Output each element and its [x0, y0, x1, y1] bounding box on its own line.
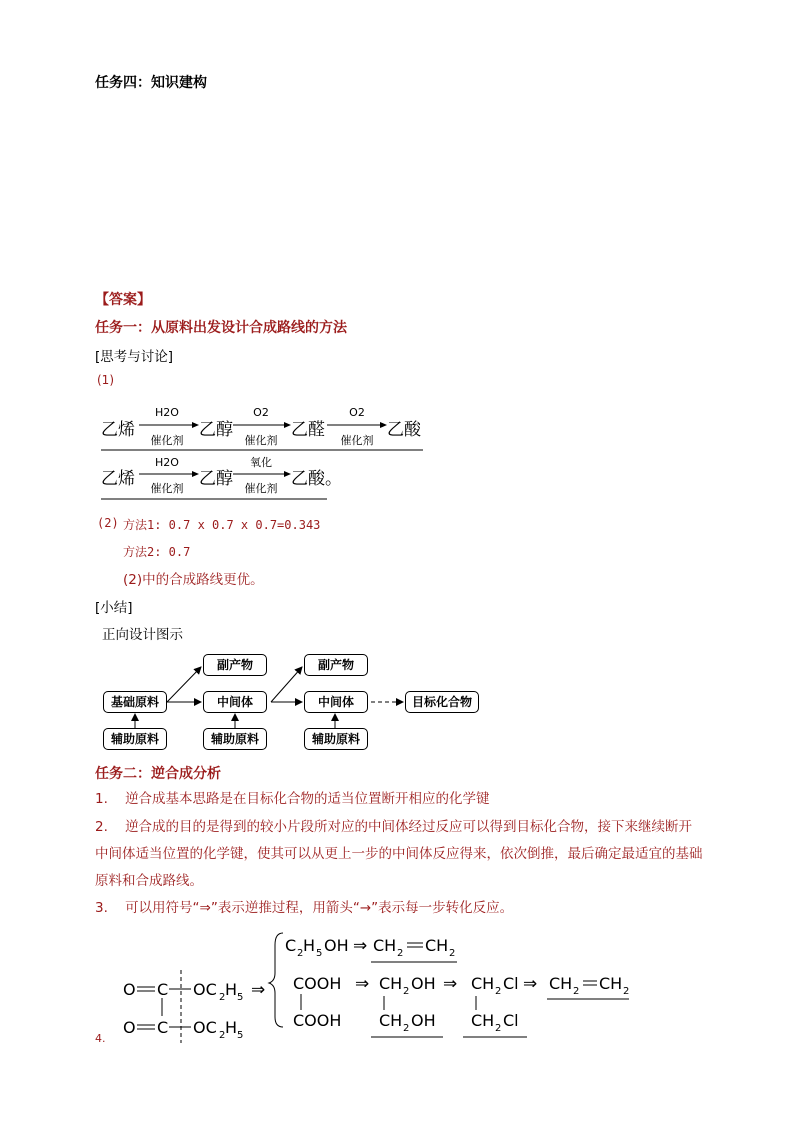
q2-number: (2): [97, 516, 119, 530]
svg-text:CH: CH: [379, 974, 403, 993]
svg-text:OH: OH: [324, 936, 349, 955]
svg-text:⇒: ⇒: [353, 936, 368, 956]
method-1: 方法1: 0.7 x 0.7 x 0.7=0.343: [123, 518, 321, 532]
svg-text:5: 5: [237, 1030, 244, 1041]
svg-text:2: 2: [297, 948, 304, 959]
svg-text:CH: CH: [425, 936, 449, 955]
task1-title: 任务一：从原料出发设计合成路线的方法: [95, 320, 347, 336]
svg-text:O: O: [123, 980, 136, 999]
route2-arrow2-bottom: 催化剂: [244, 482, 278, 495]
route1-arrow2-top: O2: [253, 406, 269, 419]
svg-text:OH: OH: [411, 1011, 436, 1030]
svg-text:2: 2: [449, 948, 456, 959]
route1-ethylene: 乙烯: [101, 420, 135, 440]
flow-byproduct-2: 副产物: [304, 654, 368, 676]
svg-text:2: 2: [495, 1023, 502, 1034]
svg-text:5: 5: [316, 948, 323, 959]
svg-text:OC: OC: [193, 980, 217, 999]
svg-text:5: 5: [237, 992, 244, 1003]
route2-arrow2-top: 氧化: [250, 456, 272, 469]
svg-text:2: 2: [623, 986, 630, 997]
svg-text:H: H: [225, 1018, 238, 1037]
diagram-title: 正向设计图示: [102, 627, 183, 643]
svg-text:H: H: [303, 936, 316, 955]
discussion-label: [思考与讨论]: [95, 349, 174, 365]
svg-text:COOH: COOH: [293, 1011, 342, 1030]
svg-text:C: C: [285, 936, 297, 955]
svg-text:COOH: COOH: [293, 974, 342, 993]
svg-text:2: 2: [219, 992, 226, 1003]
svg-text:CH: CH: [471, 974, 495, 993]
svg-text:2: 2: [219, 1030, 226, 1041]
retrosynthesis-scheme: [95, 925, 655, 1050]
svg-text:2: 2: [403, 986, 410, 997]
item-number: 2.: [95, 819, 108, 835]
flow-base-material: 基础原料: [103, 691, 167, 713]
svg-text:⇒: ⇒: [251, 980, 266, 1000]
item-number: 3.: [95, 900, 108, 916]
task4-title: 任务四：知识建构: [95, 75, 207, 91]
route1-arrow1-bottom: 催化剂: [150, 434, 184, 447]
svg-text:O: O: [123, 1018, 136, 1037]
item-text: 逆合成基本思路是在目标化合物的适当位置断开相应的化学键: [125, 791, 490, 807]
route1-acetaldehyde: 乙醛: [291, 420, 325, 440]
svg-text:CH: CH: [599, 974, 623, 993]
svg-text:⇒: ⇒: [523, 974, 538, 994]
svg-text:C: C: [157, 980, 169, 999]
svg-text:Cl: Cl: [503, 1011, 519, 1030]
item-text: 逆合成的目的是得到的较小片段所对应的中间体经过反应可以得到目标化合物，接下来继续断开中间体适当位置的化学键，使其可以从更上一步的中间体反应得来，依次倒推，最后确定最适宜的基础原料和合成路线。: [95, 819, 703, 889]
item-number: 1.: [95, 791, 108, 807]
svg-text:2: 2: [573, 986, 580, 997]
route2-arrow1-bottom: 催化剂: [150, 482, 184, 495]
method-2: 方法2: 0.7: [123, 545, 191, 559]
svg-text:CH: CH: [379, 1011, 403, 1030]
svg-text:C: C: [157, 1018, 169, 1037]
task2-item-2: [95, 814, 705, 895]
route2-ethanol: 乙醇: [199, 469, 233, 489]
route1-arrow2-bottom: 催化剂: [244, 434, 278, 447]
route2-arrow1-top: H2O: [155, 456, 179, 469]
flow-intermediate-1: 中间体: [203, 691, 267, 713]
svg-text:CH: CH: [471, 1011, 495, 1030]
svg-text:⇒: ⇒: [355, 974, 370, 994]
route1-arrow3-top: O2: [349, 406, 365, 419]
svg-text:2: 2: [403, 1023, 410, 1034]
route2-ethylene: 乙烯: [101, 469, 135, 489]
svg-text:2: 2: [397, 948, 404, 959]
svg-text:2: 2: [495, 986, 502, 997]
task2-item-3: [95, 895, 705, 922]
svg-text:⇒: ⇒: [443, 974, 458, 994]
conclusion: (2)中的合成路线更优。: [123, 572, 264, 588]
svg-text:CH: CH: [373, 936, 397, 955]
flow-target-compound: 目标化合物: [405, 691, 479, 713]
task2-title: 任务二：逆合成分析: [95, 766, 221, 782]
route2-acetic-acid: 乙酸。: [291, 469, 342, 489]
svg-text:Cl: Cl: [503, 974, 519, 993]
route1-ethanol: 乙醇: [199, 420, 233, 440]
task2-item-1: [95, 786, 705, 813]
route1-arrow3-bottom: 催化剂: [340, 434, 374, 447]
item-text: 可以用符号“⇒”表示逆推过程，用箭头“→”表示每一步转化反应。: [125, 900, 514, 916]
flow-aux-material-1: 辅助原料: [103, 728, 167, 750]
svg-text:OC: OC: [193, 1018, 217, 1037]
svg-text:OH: OH: [411, 974, 436, 993]
svg-text:CH: CH: [549, 974, 573, 993]
flow-aux-material-2: 辅助原料: [203, 728, 267, 750]
flow-aux-material-3: 辅助原料: [304, 728, 368, 750]
synthesis-routes: [95, 398, 435, 502]
flow-intermediate-2: 中间体: [304, 691, 368, 713]
summary-label: [小结]: [95, 600, 133, 616]
item-4-number: 4.: [95, 1032, 106, 1045]
route1-arrow1-top: H2O: [155, 406, 179, 419]
route1-acetic-acid: 乙酸: [387, 420, 421, 440]
q1-number: (1): [97, 373, 114, 387]
svg-text:H: H: [225, 980, 238, 999]
flow-byproduct-1: 副产物: [203, 654, 267, 676]
answer-label: 【答案】: [95, 292, 151, 308]
